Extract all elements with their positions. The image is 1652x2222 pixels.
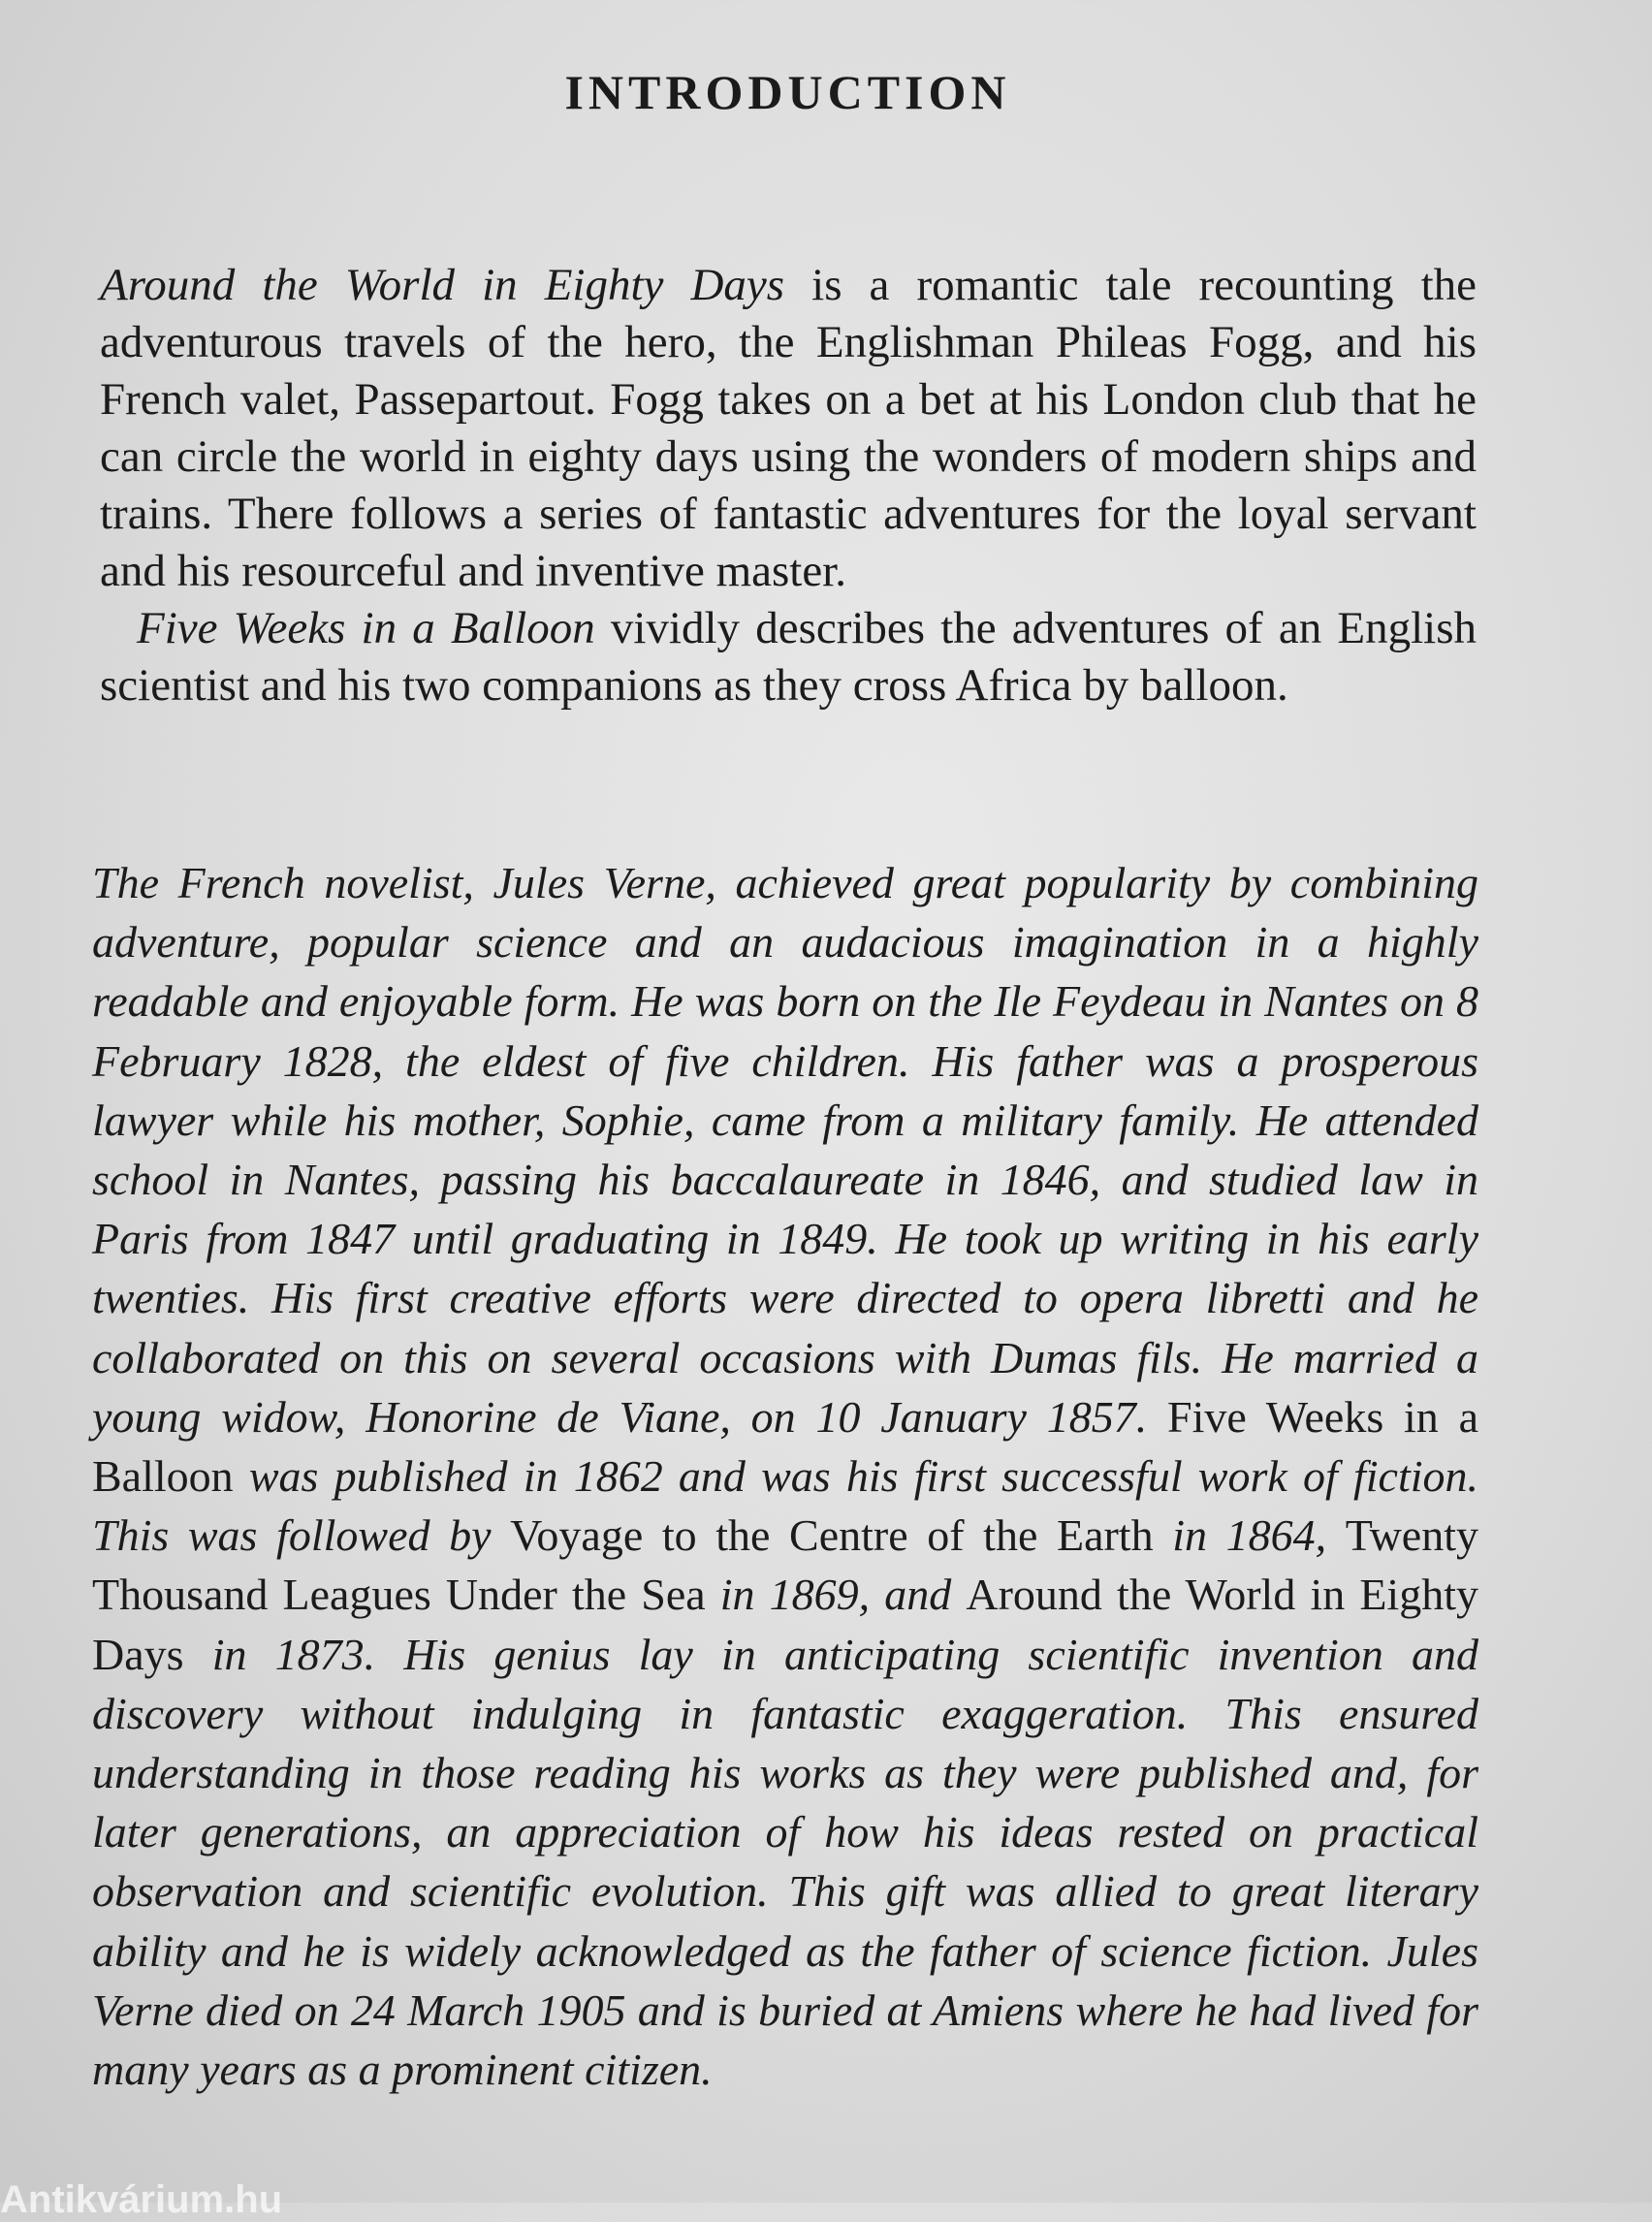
synopsis-text-1: is a romantic tale recounting the adventurous travels of the hero, the Englishman Phileas Fogg, and his French valet, Passepartout. Fogg takes on a bet at his London club that he can circle the world in eighty days using the wonders of modern ships and trains. There follows a series of fantastic adventures for the loyal servant and his resourceful and inventive master. <box>100 260 1477 596</box>
bio-title-around-the-world: Around the World in Eighty Days <box>92 1570 1478 1679</box>
page-title: INTRODUCTION <box>564 65 1011 119</box>
synopsis-text-2: vividly describes the adventures of an English scientist and his two companions as they cross Africa by balloon. <box>100 603 1477 711</box>
bio-text-5: in 1873. His genius lay in anticipating scientific invention and discovery without indulging in fantastic exaggeration. This ensured understanding in those reading his works as they were published and, for later generations, an appreciation of how his ideas rested on practical observation and scientific evolution. This gift was allied to great literary ability and he is widely acknowledged as the father of science fiction. Jules Verne died on 24 March 1905 and is buried at Amiens where he had lived for many years as a prominent citizen. <box>92 1629 1478 2095</box>
book-title-around-the-world: Around the World in Eighty Days <box>100 260 785 310</box>
bio-text-1: The French novelist, Jules Verne, achieved great popularity by combining adventure, popular science and an audacious imagination in a highly readable and enjoyable form. He was born on the Ile Feydeau in Nantes on 8 February 1828, the eldest of five children. His father was a prosperous lawyer while his mother, Sophie, came from a military family. He attended school in Nantes, passing his baccalaureate in 1846, and studied law in Paris from 1847 until graduating in 1849. He took up writing in his early twenties. His first creative efforts were directed to opera libretti and he collaborated on this on several occasions with Dumas fils. He married a young widow, Honorine de Viane, on 10 January 1857. <box>92 858 1478 1442</box>
synopsis-section <box>100 257 1477 714</box>
synopsis-paragraph-2 <box>100 600 1477 714</box>
bio-text-3: in 1864, <box>1153 1510 1346 1561</box>
bio-title-voyage: Voyage to the Centre of the Earth <box>510 1510 1154 1561</box>
bio-title-five-weeks: Five Weeks in a Balloon <box>92 1391 1478 1502</box>
author-biography-section <box>92 853 1478 2099</box>
bio-text-4: in 1869, and <box>705 1570 967 1620</box>
bio-text-2: was published in 1862 and was his first successful work of fiction. This was followed by <box>92 1451 1478 1561</box>
synopsis-paragraph-1 <box>100 257 1477 600</box>
watermark: Antikvárium.hu <box>0 2178 283 2221</box>
author-biography-paragraph <box>92 853 1478 2099</box>
book-title-five-weeks: Five Weeks in a Balloon <box>137 603 595 653</box>
bio-title-twenty-thousand: Twenty Thousand Leagues Under the Sea <box>92 1510 1478 1620</box>
book-page <box>92 58 1483 2143</box>
